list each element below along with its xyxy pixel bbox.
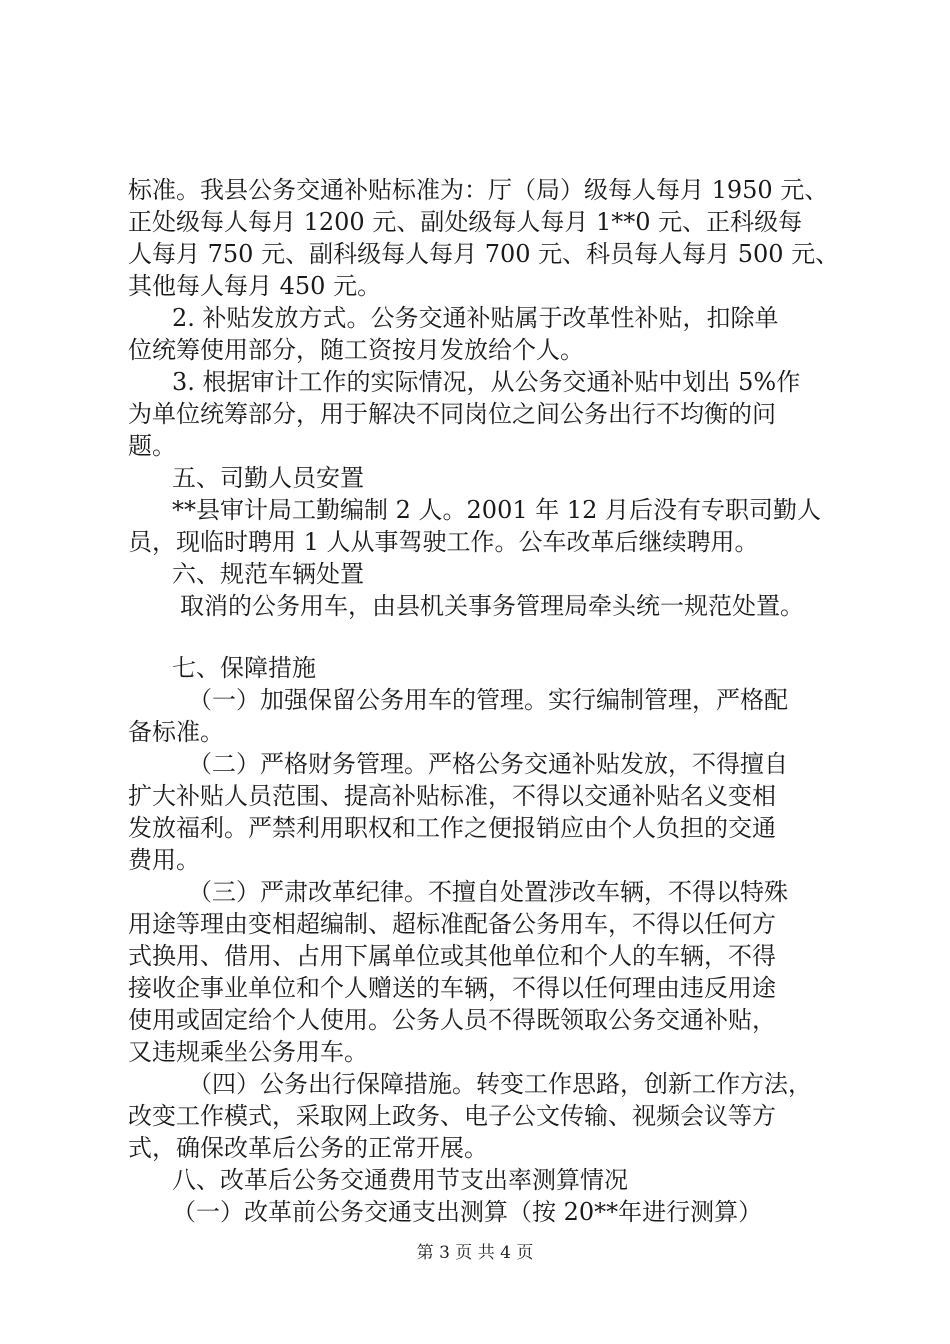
- text-line: 为单位统筹部分，用于解决不同岗位之间公务出行不均衡的问: [128, 400, 776, 428]
- paragraph-start: 取消的公务用车，由县机关事务管理局牵头统一规范处置。: [180, 592, 804, 620]
- text-line: 标准。我县公务交通补贴标准为：厅（局）级每人每月 1950 元、: [128, 176, 829, 204]
- text-line: 扩大补贴人员范围、提高补贴标准，不得以交通补贴名义变相: [128, 782, 776, 810]
- text-line: 正处级每人每月 1200 元、副处级每人每月 1**0 元、正科级每: [128, 208, 803, 236]
- section-heading: 六、规范车辆处置: [172, 560, 364, 588]
- text-line: 式换用、借用、占用下属单位或其他单位和个人的车辆，不得: [128, 942, 776, 970]
- section-heading: 七、保障措施: [172, 654, 316, 682]
- paragraph-start: 3. 根据审计工作的实际情况，从公务交通补贴中划出 5%作: [172, 368, 801, 396]
- text-line: 题。: [128, 432, 176, 460]
- paragraph-start: （四）公务出行保障措施。转变工作思路，创新工作方法，: [188, 1070, 812, 1098]
- text-line: 人每月 750 元、副科级每人每月 700 元、科员每人每月 500 元、: [128, 240, 840, 268]
- subsection-heading: （一）改革前公务交通支出测算（按 20**年进行测算）: [172, 1198, 763, 1226]
- text-line: 又违规乘坐公务用车。: [128, 1038, 368, 1066]
- section-heading: 八、改革后公务交通费用节支出率测算情况: [172, 1166, 628, 1194]
- paragraph-start: （二）严格财务管理。严格公务交通补贴发放，不得擅自: [188, 750, 788, 778]
- page-number: 第 3 页 共 4 页: [416, 1243, 534, 1263]
- paragraph-start: （一）加强保留公务用车的管理。实行编制管理，严格配: [188, 686, 788, 714]
- text-line: 使用或固定给个人使用。公务人员不得既领取公务交通补贴，: [128, 1006, 776, 1034]
- text-line: 位统筹使用部分，随工资按月发放给个人。: [128, 336, 584, 364]
- paragraph-start: （三）严肃改革纪律。不擅自处置涉改车辆，不得以特殊: [188, 878, 788, 906]
- paragraph-start: 2. 补贴发放方式。公务交通补贴属于改革性补贴，扣除单: [172, 304, 779, 332]
- paragraph-start: **县审计局工勤编制 2 人。2001 年 12 月后没有专职司勤人: [172, 496, 822, 524]
- text-line: 式，确保改革后公务的正常开展。: [128, 1134, 488, 1162]
- text-line: 发放福利。严禁利用职权和工作之便报销应由个人负担的交通: [128, 814, 776, 842]
- section-heading: 五、司勤人员安置: [172, 464, 364, 492]
- text-line: 用途等理由变相超编制、超标准配备公务用车，不得以任何方: [128, 910, 776, 938]
- text-line: 接收企事业单位和个人赠送的车辆，不得以任何理由违反用途: [128, 974, 776, 1002]
- document-body: [128, 174, 848, 1228]
- text-line: 改变工作模式，采取网上政务、电子公文传输、视频会议等方: [128, 1102, 776, 1130]
- text-line: 其他每人每月 450 元。: [128, 272, 382, 300]
- text-line: 费用。: [128, 846, 200, 874]
- blank-line: [128, 622, 848, 652]
- text-line: 备标准。: [128, 718, 224, 746]
- text-line: 员，现临时聘用 1 人从事驾驶工作。公车改革后继续聘用。: [128, 528, 759, 556]
